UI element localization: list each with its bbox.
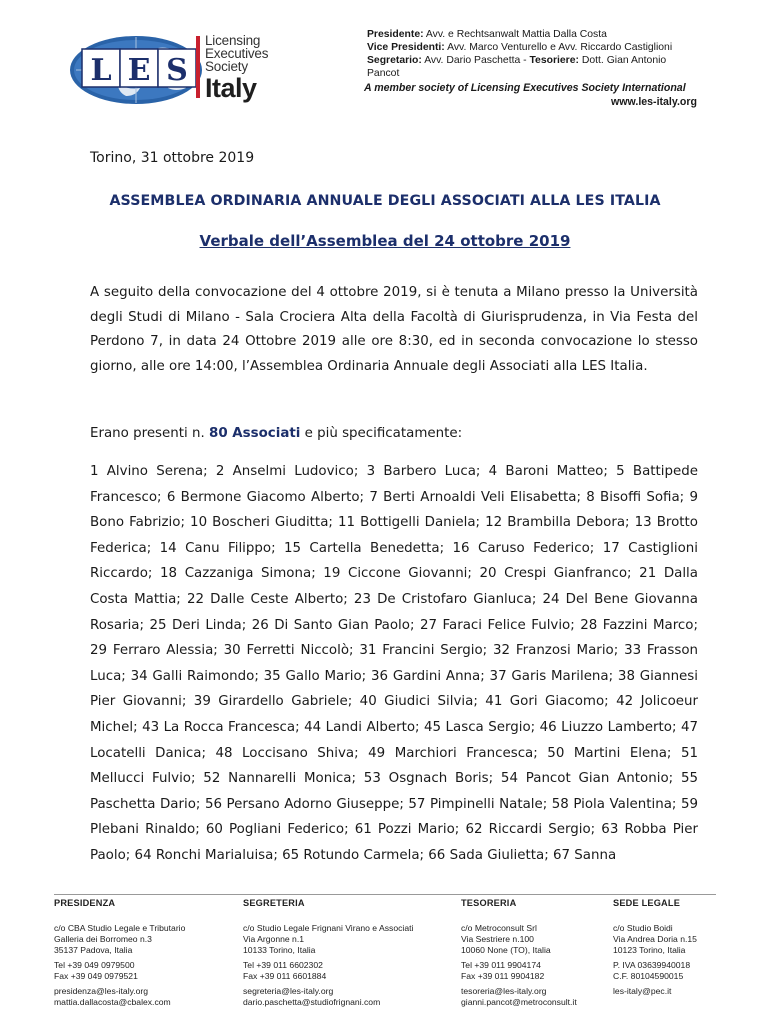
officer-names: Dott. Gian Antonio Pancot bbox=[367, 55, 667, 79]
footer-email[interactable]: dario.paschetta@studiofrignani.com bbox=[243, 997, 381, 1007]
logo-letter-e: E bbox=[127, 53, 151, 88]
footer-fax: Fax +39 011 6601884 bbox=[243, 971, 327, 981]
footer-presidenza bbox=[54, 898, 244, 1008]
footer-email[interactable]: gianni.pancot@metroconsult.it bbox=[461, 997, 577, 1007]
logo-line-3: Society bbox=[205, 59, 248, 74]
footer-heading: TESORERIA bbox=[461, 898, 517, 908]
officer-role: Vice Presidenti: bbox=[367, 42, 445, 53]
footer-heading: SEDE LEGALE bbox=[613, 898, 681, 908]
footer-address-line: 10060 None (TO), Italia bbox=[461, 945, 551, 955]
logo-accent-bar bbox=[196, 36, 200, 98]
footer-divider bbox=[54, 894, 716, 895]
logo-line-2: Executives bbox=[205, 46, 269, 61]
footer-fax: Fax +39 011 9904182 bbox=[461, 971, 545, 981]
footer-email[interactable]: segreteria@les-italy.org bbox=[243, 986, 334, 996]
footer-phone: Tel +39 011 6602302 bbox=[243, 960, 323, 970]
attendance-suffix: e più specificatamente: bbox=[300, 426, 463, 441]
footer-address-line: 10133 Torino, Italia bbox=[243, 945, 316, 955]
footer-address-line: c/o Metroconsult Srl bbox=[461, 923, 537, 933]
footer-sede-legale bbox=[613, 898, 733, 997]
footer-heading: PRESIDENZA bbox=[54, 898, 116, 908]
attendance-summary bbox=[90, 422, 698, 447]
footer-email[interactable]: mattia.dallacosta@cbalex.com bbox=[54, 997, 171, 1007]
officer-names: Avv. Dario Paschetta - bbox=[424, 55, 530, 66]
footer-tax-code: C.F. 80104590015 bbox=[613, 971, 684, 981]
intro-paragraph: A seguito della convocazione del 4 ottobre 2019, si è tenuta a Milano presso la Università degli Studi di Milano - Sala Crociera Alta della Facoltà di Giurisprudenza, in Via Festa del Perdono 7, in data 24 Ottobre 2019 alle ore 8:30, ed in seconda convocazione lo stesso giorno, alle ore 14:00, l’Assemblea Ordinaria Annuale degli Associati alla LES Italia. bbox=[90, 285, 698, 374]
website-link[interactable]: www.les-italy.org bbox=[611, 96, 697, 108]
footer-address-line: Via Argonne n.1 bbox=[243, 934, 305, 944]
footer-email[interactable]: tesoreria@les-italy.org bbox=[461, 986, 547, 996]
footer-address-line: Galleria dei Borromeo n.3 bbox=[54, 934, 152, 944]
footer-address-line: Via Sestriere n.100 bbox=[461, 934, 534, 944]
footer-address-line: c/o Studio Legale Frignani Virano e Associati bbox=[243, 923, 414, 933]
footer-address-line: 35137 Padova, Italia bbox=[54, 945, 133, 955]
logo-letter-l: L bbox=[90, 53, 112, 88]
officer-vice bbox=[367, 41, 697, 54]
footer-heading: SEGRETERIA bbox=[243, 898, 305, 908]
officer-role: Segretario: bbox=[367, 55, 422, 66]
footer-address-line: c/o Studio Boidi bbox=[613, 923, 673, 933]
footer-email[interactable]: presidenza@les-italy.org bbox=[54, 986, 149, 996]
logo-country: Italy bbox=[205, 73, 257, 103]
attendee-list: 1 Alvino Serena; 2 Anselmi Ludovico; 3 Barbero Luca; 4 Baroni Matteo; 5 Battipede Francesco; 6 Bermone Giacomo Alberto; 7 Berti Arnoaldi Veli Elisabetta; 8 Bisoffi Sofia; 9 Bono Fabrizio; 10 Boscheri Giuditta; 11 Bottigelli Daniela; 12 Brambilla Debora; 13 Brotto Federica; 14 Canu Filippo; 15 Cartella Benedetta; 16 Caruso Federico; 17 Castiglioni Riccardo; 18 Cazzaniga Simona; 19 Ciccone Giovanni; 20 Crespi Gianfranco; 21 Dalla Costa Mattia; 22 Dalle Ceste Alberto; 23 De Cristofaro Gianluca; 24 Del Bene Giovanna Rosaria; 25 Deri Linda; 26 Di Santo Gian Paolo; 27 Faraci Felice Fulvio; 28 Fazzini Marco; 29 Ferraro Alessia; 30 Ferretti Niccolò; 31 Francini Sergio; 32 Franzosi Mario; 33 Frasson Luca; 34 Galli Raimondo; 35 Gallo Mario; 36 Gardini Anna; 37 Garis Marilena; 38 Giannesi Pier Giovanni; 39 Girardello Gabriele; 40 Giudici Silvia; 41 Gori Giacomo; 42 Jolicoeur Michel; 43 La Rocca Francesca; 44 Landi Alberto; 45 Lasca Sergio; 46 Liuzzo Lamberto; 47 Locatelli Danica; 48 Loccisano Shiva; 49 Marchiori Francesca; 50 Martini Elena; 51 Mellucci Fulvio; 52 Nannarelli Monica; 53 Osgnach Boris; 54 Pancot Gian Antonio; 55 Paschetta Dario; 56 Persano Adorno Giuseppe; 57 Pimpinelli Natale; 58 Piola Valentina; 59 Plebani Rinaldo; 60 Pogliani Federico; 61 Pozzi Mario; 62 Riccardi Sergio; 63 Robba Pier Paolo; 64 Ronchi Marialuisa; 65 Rotundo Carmela; 66 Sada Giulietta; 67 Sanna bbox=[90, 464, 698, 863]
logo-letter-s: S bbox=[166, 53, 188, 88]
document-subtitle: Verbale dell’Assemblea del 24 ottobre 2019 bbox=[199, 232, 571, 250]
document-date: Torino, 31 ottobre 2019 bbox=[90, 150, 255, 166]
officers-block bbox=[367, 28, 697, 80]
officer-names: Avv. Marco Venturello e Avv. Riccardo Castiglioni bbox=[447, 42, 673, 53]
footer-address-line: 10123 Torino, Italia bbox=[613, 945, 686, 955]
logo-line-1: Licensing bbox=[205, 33, 261, 48]
footer-address-line: c/o CBA Studio Legale e Tributario bbox=[54, 923, 186, 933]
footer-phone: Tel +39 011 9904174 bbox=[461, 960, 541, 970]
attendance-prefix: Erano presenti n. bbox=[90, 426, 209, 441]
officer-names: Avv. e Rechtsanwalt Mattia Dalla Costa bbox=[425, 29, 607, 40]
footer-email[interactable]: les-italy@pec.it bbox=[613, 986, 672, 996]
officer-president bbox=[367, 28, 697, 41]
member-society-line: A member society of Licensing Executives Society International bbox=[364, 82, 686, 94]
footer-fax: Fax +39 049 0979521 bbox=[54, 971, 138, 981]
logo-wordmark bbox=[205, 34, 295, 103]
footer-vat: P. IVA 03639940018 bbox=[613, 960, 691, 970]
footer-phone: Tel +39 049 0979500 bbox=[54, 960, 135, 970]
officer-role: Tesoriere: bbox=[529, 55, 579, 66]
footer-segreteria bbox=[243, 898, 443, 1008]
footer-address-line: Via Andrea Doria n.15 bbox=[613, 934, 697, 944]
document-title: ASSEMBLEA ORDINARIA ANNUALE DEGLI ASSOCIATI ALLA LES ITALIA bbox=[109, 193, 661, 209]
attendance-count: 80 Associati bbox=[209, 426, 301, 441]
officer-secretary bbox=[367, 54, 697, 80]
footer-tesoreria bbox=[461, 898, 611, 1008]
officer-role: Presidente: bbox=[367, 29, 424, 40]
